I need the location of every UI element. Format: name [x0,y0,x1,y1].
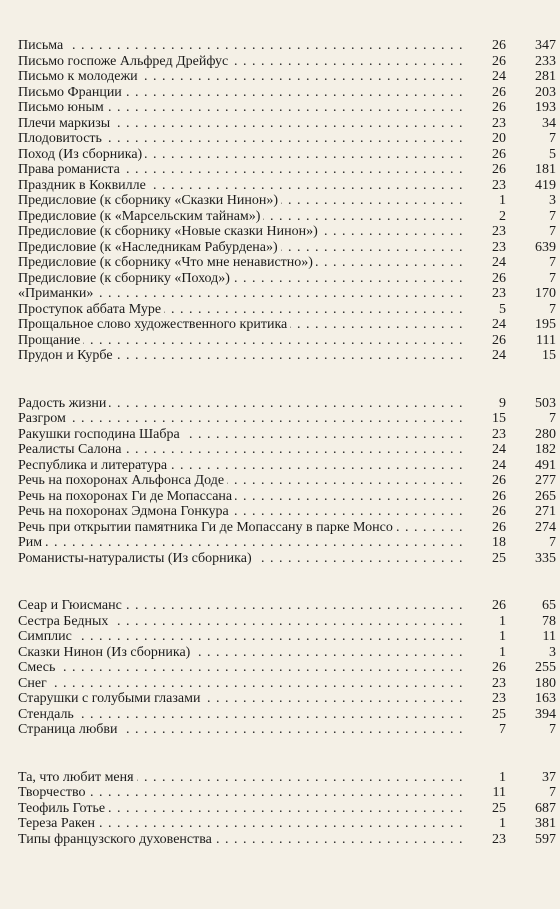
page-number: 7 [549,535,556,550]
page-number: 274 [535,519,556,535]
volume-number: 26 [492,100,506,115]
index-entry [18,535,556,551]
letter-group [18,38,556,364]
entry-title-text: «Приманки» [18,286,96,301]
volume-number: 24 [492,457,506,473]
index-entry [18,209,556,225]
entry-title [18,286,466,302]
entry-title [18,396,466,412]
page-number: 7 [549,301,556,317]
page-number: 687 [535,800,556,816]
page-number: 277 [535,473,556,488]
page-number: 7 [549,722,556,737]
entry-title [18,801,466,817]
page-number: 11 [542,629,556,644]
index-entry [18,240,556,256]
index-entry [18,691,556,707]
volume-number: 23 [492,691,506,706]
volume-number: 24 [492,348,506,363]
volume-number: 26 [492,332,506,348]
index-entry [18,193,556,209]
page-number: 255 [535,660,556,675]
volume-number: 1 [499,613,506,629]
volume-number: 26 [492,270,506,286]
page-number: 639 [535,239,556,255]
entry-title [18,302,466,318]
index-entry [18,255,556,271]
volume-number: 23 [492,239,506,255]
entry-title-text: Речь на похоронах Альфонса Доде [18,473,227,488]
entry-title-text: Плодовитость [18,131,105,146]
page-number: 335 [535,550,556,566]
page-number: 597 [535,831,556,847]
page-number: 181 [535,162,556,177]
entry-title-text: Прудон и Курбе [18,348,116,363]
entry-title [18,193,466,209]
entry-title-text: Разгром [18,411,69,426]
entry-title-text: Плечи маркизы [18,116,113,131]
entry-title-text: Теофиль Готье [18,801,108,816]
volume-number: 26 [492,146,506,162]
index-entry [18,224,556,240]
entry-title [18,676,466,692]
volume-number: 23 [492,426,506,442]
page-number: 37 [542,769,556,785]
volume-number: 9 [499,395,506,411]
index-entry [18,85,556,101]
index-entry [18,69,556,85]
volume-number: 26 [492,162,506,177]
entry-title [18,598,466,614]
volume-number: 11 [492,785,506,800]
index-entry [18,722,556,738]
index-entry [18,302,556,318]
index-entry [18,473,556,489]
page-number: 271 [535,504,556,519]
entry-title [18,255,466,271]
index-entry [18,489,556,505]
volume-number: 25 [492,800,506,816]
page-number: 7 [549,270,556,286]
entry-title-text: Письмо к молодежи [18,69,141,84]
entry-title-text: Рим [18,535,45,550]
entry-title [18,224,466,240]
entry-title-text: Симплис [18,629,75,644]
entry-title [18,131,466,147]
index-entry [18,551,556,567]
page-number: 281 [535,69,556,84]
volume-number: 26 [492,84,506,100]
page-number: 65 [542,598,556,613]
volume-number: 5 [499,301,506,317]
index-entry [18,427,556,443]
volume-number: 25 [492,706,506,722]
index-entry [18,785,556,801]
entry-title [18,458,466,474]
entry-title [18,427,466,443]
entry-title-text: Радость жизни [18,396,109,411]
volume-number: 18 [492,535,506,550]
entry-title [18,85,466,101]
entry-title [18,832,466,848]
entry-title-text: Сеар и Гюисманс [18,598,125,613]
volume-number: 1 [499,193,506,208]
index-entry [18,178,556,194]
page-number: 195 [535,317,556,332]
volume-number: 23 [492,224,506,239]
entry-title [18,54,466,70]
entry-title-text: Стендаль [18,707,77,722]
entry-title-text: Предисловие (к «Марсельским тайнам») [18,209,263,224]
index-entry [18,816,556,832]
entry-title-text: Та, что любит меня [18,770,137,785]
page-number: 491 [535,457,556,473]
volume-number: 24 [492,442,506,457]
volume-number: 26 [492,473,506,488]
volume-number: 26 [492,53,506,69]
volume-number: 23 [492,675,506,691]
volume-number: 1 [499,629,506,644]
entry-title-text: Ракушки господина Шабра [18,427,183,442]
entry-title-text: Предисловие (к «Наследникам Рабурдена») [18,240,281,255]
entry-title-text: Творчество [18,785,88,800]
entry-title-text: Праздник в Коквилле [18,178,149,193]
volume-number: 20 [492,131,506,146]
index-entry [18,442,556,458]
entry-title [18,645,466,661]
entry-title [18,614,466,630]
page-number: 7 [549,785,556,800]
entry-title-text: Письмо Франции [18,85,125,100]
entry-title-text: Речь на похоронах Ги де Мопассана [18,489,235,504]
index-entry [18,598,556,614]
index-entry [18,629,556,645]
entry-title-text: Смесь [18,660,58,675]
page-number: 193 [535,100,556,115]
volume-number: 26 [492,598,506,613]
volume-number: 1 [499,816,506,831]
entry-title [18,473,466,489]
page-number: 163 [535,691,556,706]
entry-title-text: Прощальное слово художественного критика [18,317,290,332]
entry-title-text: Письма [18,38,66,53]
entry-title-text: Сказки Нинон (Из сборника) [18,645,193,660]
entry-title-text: Тереза Ракен [18,816,98,831]
volume-number: 24 [492,69,506,84]
volume-number: 26 [492,504,506,519]
entry-title-text: Проступок аббата Муре [18,302,164,317]
volume-number: 23 [492,177,506,193]
entry-title-text: Типы французского духовенства [18,832,215,847]
entry-title-text: Предисловие (к сборнику «Новые сказки Нинон») [18,224,321,239]
entry-title [18,504,466,520]
index-entry [18,100,556,116]
index-entry [18,286,556,302]
page-number: 381 [535,816,556,831]
index-entry [18,317,556,333]
entry-title-text: Речь при открытии памятника Ги де Мопассану в парке Монсо [18,520,396,535]
title-index [18,38,556,847]
entry-title-text: Снег [18,676,50,691]
entry-title-text: Речь на похоронах Эдмона Гонкура [18,504,232,519]
entry-title-text: Права романиста [18,162,123,177]
page-number: 15 [542,348,556,363]
page-number: 203 [535,84,556,100]
letter-group [18,396,556,567]
entry-title [18,770,466,786]
volume-number: 26 [492,38,506,53]
volume-number: 26 [492,519,506,535]
entry-title-text: Письмо госпоже Альфред Дрейфус [18,54,231,69]
volume-number: 1 [499,644,506,660]
letter-group [18,598,556,738]
entry-title [18,520,466,536]
entry-title-text: Предисловие (к сборнику «Поход») [18,271,233,286]
volume-number: 7 [499,722,506,737]
entry-title-text: Письмо юным [18,100,107,115]
index-entry [18,131,556,147]
index-entry [18,162,556,178]
volume-number: 25 [492,550,506,566]
index-entry [18,832,556,848]
page-number: 7 [549,224,556,239]
volume-number: 15 [492,411,506,426]
index-entry [18,333,556,349]
entry-title-text: Реалисты Салона [18,442,124,457]
index-entry [18,520,556,536]
page-number: 7 [549,131,556,146]
entry-title-text: Сестра Бедных [18,614,111,629]
index-entry [18,504,556,520]
entry-title-text: Республика и литература [18,458,170,473]
index-entry [18,645,556,661]
page-number: 503 [535,395,556,411]
page-number: 233 [535,53,556,69]
index-entry [18,707,556,723]
index-entry [18,54,556,70]
page-number: 7 [549,255,556,270]
page-number: 170 [535,286,556,301]
entry-title-text: Страница любви [18,722,121,737]
entry-title [18,489,466,505]
page-number: 3 [549,193,556,208]
page-number: 419 [535,177,556,193]
index-entry [18,147,556,163]
volume-number: 23 [492,115,506,131]
entry-title-text: Старушки с голубыми глазами [18,691,203,706]
entry-title [18,411,466,427]
entry-title [18,209,466,225]
entry-title [18,333,466,349]
page-number: 394 [535,706,556,722]
entry-title [18,147,466,163]
index-entry [18,458,556,474]
volume-number: 24 [492,317,506,332]
entry-title [18,317,466,333]
entry-title [18,816,466,832]
page-number: 7 [549,411,556,426]
index-entry [18,348,556,364]
index-entry [18,676,556,692]
index-entry [18,116,556,132]
entry-title [18,162,466,178]
page-number: 111 [536,332,556,348]
entry-title [18,707,466,723]
index-entry [18,660,556,676]
entry-title [18,785,466,801]
page-number: 265 [535,488,556,504]
entry-title [18,240,466,256]
entry-title [18,551,466,567]
page-number: 78 [542,613,556,629]
page-number: 347 [535,38,556,53]
volume-number: 26 [492,660,506,675]
entry-title [18,69,466,85]
entry-title [18,629,466,645]
entry-title [18,535,466,551]
volume-number: 26 [492,488,506,504]
entry-title-text: Поход (Из сборника) [18,147,145,162]
index-entry [18,411,556,427]
entry-title [18,271,466,287]
index-entry [18,271,556,287]
volume-number: 2 [499,208,506,224]
entry-title [18,116,466,132]
entry-title [18,442,466,458]
volume-number: 1 [499,769,506,785]
entry-title [18,38,466,54]
index-entry [18,614,556,630]
page-number: 3 [549,644,556,660]
index-entry [18,801,556,817]
entry-title [18,660,466,676]
page-number: 182 [535,442,556,457]
volume-number: 24 [492,255,506,270]
page-number: 180 [535,675,556,691]
page-number: 34 [542,115,556,131]
entry-title-text: Романисты-натуралисты (Из сборника) [18,551,255,566]
volume-number: 23 [492,831,506,847]
entry-title [18,100,466,116]
page-number: 280 [535,426,556,442]
page-number: 5 [549,146,556,162]
entry-title-text: Предисловие (к сборнику «Сказки Нинон») [18,193,281,208]
entry-title-text: Предисловие (к сборнику «Что мне ненавистно») [18,255,316,270]
letter-group [18,770,556,848]
index-entry [18,38,556,54]
entry-title [18,691,466,707]
entry-title [18,722,466,738]
index-entry [18,396,556,412]
entry-title-text: Прощание [18,333,83,348]
volume-number: 23 [492,286,506,301]
entry-title [18,178,466,194]
page-number: 7 [549,208,556,224]
index-entry [18,770,556,786]
entry-title [18,348,466,364]
